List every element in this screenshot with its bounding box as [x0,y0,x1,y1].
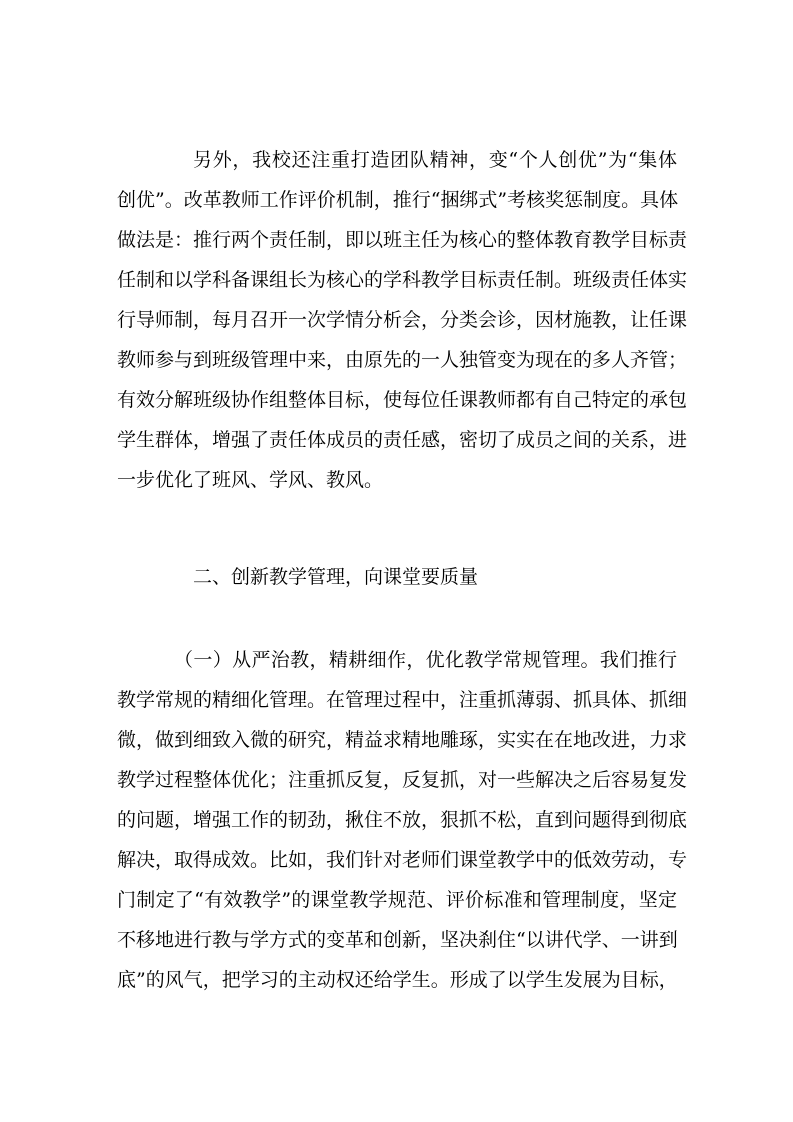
paragraph-1-line-7: 有效分解班级协作组整体目标，使每位任课教师都有自己特定的承包 [117,389,688,411]
paragraph-1-line-1: 另外，我校还注重打造团队精神，变“个人创优”为“集体 [193,149,677,171]
section-heading: 二、创新教学管理，向课堂要质量 [193,566,479,588]
paragraph-2-line-9: 底”的风气，把学习的主动权还给学生。形成了以学生发展为目标， [117,969,678,991]
paragraph-1-line-8: 学生群体，增强了责任体成员的责任感，密切了成员之间的关系，进 [117,429,688,451]
paragraph-1-line-6: 教师参与到班级管理中来，由原先的一人独管变为现在的多人齐管； [117,349,688,371]
paragraph-1-line-9: 一步优化了班风、学风、教风。 [117,469,384,491]
paragraph-1-line-5: 行导师制，每月召开一次学情分析会，分类会诊，因材施教，让任课 [117,309,688,331]
paragraph-2-line-4: 教学过程整体优化；注重抓反复，反复抓，对一些解决之后容易复发 [117,769,688,791]
paragraph-1-line-4: 任制和以学科备课组长为核心的学科教学目标责任制。班级责任体实 [117,269,688,291]
paragraph-2-line-8: 不移地进行教与学方式的变革和创新，坚决刹住“以讲代学、一讲到 [117,929,678,951]
paragraph-1-line-3: 做法是：推行两个责任制，即以班主任为核心的整体教育教学目标责 [117,229,688,251]
paragraph-2-line-7: 门制定了“有效教学”的课堂教学规范、评价标准和管理制度，坚定 [117,889,677,911]
paragraph-2-line-5: 的问题，增强工作的韧劲，揪住不放，狠抓不松，直到问题得到彻底 [117,809,688,831]
paragraph-2-line-3: 微，做到细致入微的研究，精益求精地雕琢，实实在在地改进，力求 [117,729,688,751]
paragraph-1-line-2: 创优”。改革教师工作评价机制，推行“捆绑式”考核奖惩制度。具体 [117,189,679,211]
paragraph-2-line-2: 教学常规的精细化管理。在管理过程中，注重抓薄弱、抓具体、抓细 [117,689,688,711]
paragraph-2-line-1: （一）从严治教，精耕细作，优化教学常规管理。我们推行 [174,649,677,671]
paragraph-2-line-6: 解决，取得成效。比如，我们针对老师们课堂教学中的低效劳动，专 [117,849,688,871]
